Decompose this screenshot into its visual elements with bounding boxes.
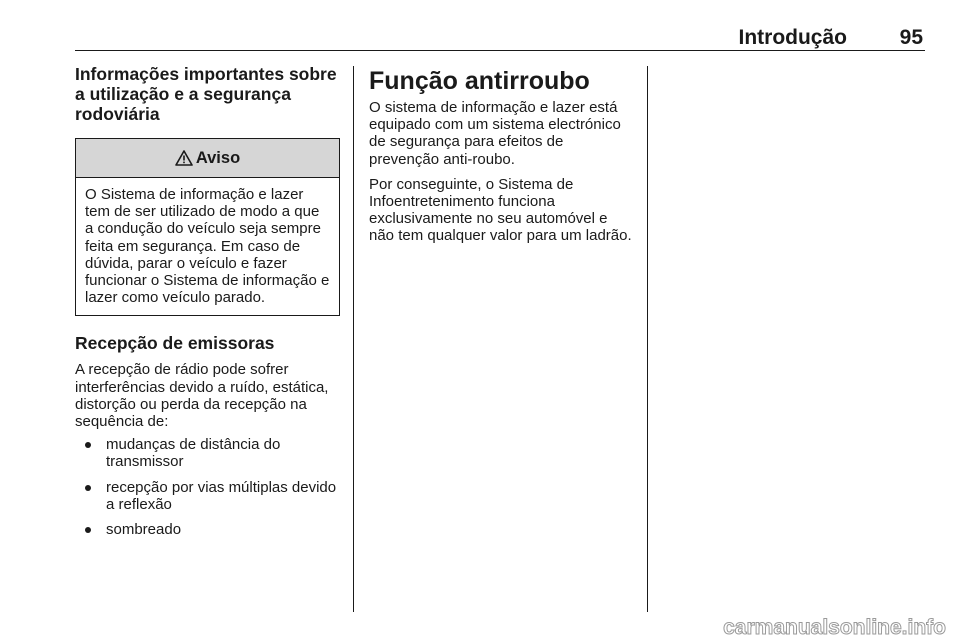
warning-title: Aviso <box>195 148 241 167</box>
warning-text: O Sistema de informação e lazer tem de ser utilizado de modo a que a condução do veículo seja sempre feita em segurança. Em caso de dúvida, parar o veículo e fazer funcionar o Sistema de informação e lazer como veículo parado. <box>85 186 330 307</box>
column-divider <box>647 66 648 612</box>
antitheft-paragraph: Por conseguinte, o Sistema de Infoentretenimento funciona exclusivamente no seu automóvel e não tem qualquer valor para um ladrão. <box>369 175 632 245</box>
list-item: sombreado <box>75 521 340 538</box>
watermark-text: carmanualsonline.info <box>723 616 946 639</box>
antitheft-paragraph: O sistema de informação e lazer está equipado com um sistema electrónico de segurança para efeitos de prevenção anti-roubo. <box>369 99 621 168</box>
safety-heading: Informações importantes sobre a utilização e a segurança rodoviária <box>75 64 337 124</box>
column-divider <box>353 66 354 612</box>
page-number: 95 <box>899 26 923 49</box>
warning-header <box>76 139 339 178</box>
middle-column <box>369 66 635 245</box>
page-header <box>75 26 925 51</box>
reception-intro: A recepção de rádio pode sofrer interferências devido a ruído, estática, distorção ou perda da recepção na sequência de: <box>75 361 329 431</box>
list-item: recepção por vias múltiplas devido a reflexão <box>75 479 340 513</box>
reception-list <box>75 436 340 538</box>
warning-triangle-icon <box>175 150 193 166</box>
section-title: Introdução <box>738 26 847 49</box>
antitheft-heading: Função antirroubo <box>369 67 590 95</box>
watermark <box>680 612 950 640</box>
reception-heading: Recepção de emissoras <box>75 333 275 354</box>
warning-box <box>75 138 340 316</box>
list-item: mudanças de distância do transmissor <box>75 436 340 470</box>
left-column <box>75 64 340 546</box>
